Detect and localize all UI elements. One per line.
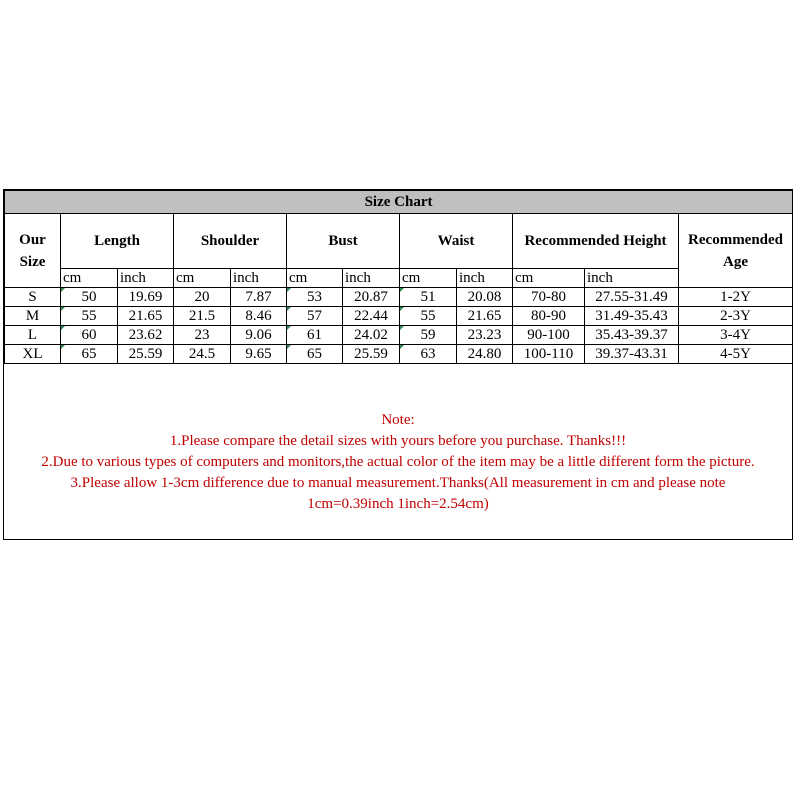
cell-shoulder-cm: 21.5	[174, 307, 231, 326]
header-bust: Bust	[287, 214, 400, 269]
cell-waist-inch: 23.23	[457, 326, 513, 345]
cell-length-inch: 21.65	[118, 307, 174, 326]
note-line-4: 1cm=0.39inch 1inch=2.54cm)	[307, 496, 489, 512]
note-line-2: 2.Due to various types of computers and monitors,the actual color of the item may be a little different form the picture.	[41, 454, 755, 470]
cell-bust-inch: 22.44	[343, 307, 400, 326]
cell-height-inch: 27.55-31.49	[585, 288, 679, 307]
notes-heading: Note:	[381, 412, 415, 428]
cell-length-inch: 19.69	[118, 288, 174, 307]
cell-waist-inch: 24.80	[457, 345, 513, 364]
cell-size: S	[5, 288, 61, 307]
cell-length-cm: 65	[61, 345, 118, 364]
cell-size: M	[5, 307, 61, 326]
cell-bust-inch: 24.02	[343, 326, 400, 345]
unit-length-cm: cm	[61, 269, 118, 288]
cell-waist-cm: 51	[400, 288, 457, 307]
cell-age: 4-5Y	[679, 345, 793, 364]
cell-waist-inch: 21.65	[457, 307, 513, 326]
cell-bust-cm: 57	[287, 307, 343, 326]
size-table	[4, 190, 793, 364]
cell-height-cm: 70-80	[513, 288, 585, 307]
unit-height-inch: inch	[585, 269, 679, 288]
table-row	[5, 345, 793, 364]
cell-shoulder-inch: 8.46	[231, 307, 287, 326]
table-row	[5, 326, 793, 345]
cell-length-cm: 50	[61, 288, 118, 307]
cell-waist-inch: 20.08	[457, 288, 513, 307]
unit-shoulder-inch: inch	[231, 269, 287, 288]
cell-age: 3-4Y	[679, 326, 793, 345]
header-age: Recommended Age	[679, 214, 793, 288]
cell-height-cm: 90-100	[513, 326, 585, 345]
cell-age: 2-3Y	[679, 307, 793, 326]
cell-shoulder-cm: 23	[174, 326, 231, 345]
cell-bust-cm: 53	[287, 288, 343, 307]
unit-bust-cm: cm	[287, 269, 343, 288]
unit-shoulder-cm: cm	[174, 269, 231, 288]
unit-waist-inch: inch	[457, 269, 513, 288]
cell-age: 1-2Y	[679, 288, 793, 307]
cell-shoulder-inch: 9.65	[231, 345, 287, 364]
cell-height-inch: 35.43-39.37	[585, 326, 679, 345]
cell-shoulder-inch: 9.06	[231, 326, 287, 345]
cell-bust-cm: 65	[287, 345, 343, 364]
table-row	[5, 288, 793, 307]
cell-height-cm: 100-110	[513, 345, 585, 364]
cell-length-inch: 25.59	[118, 345, 174, 364]
unit-waist-cm: cm	[400, 269, 457, 288]
cell-height-inch: 31.49-35.43	[585, 307, 679, 326]
size-chart	[3, 189, 793, 540]
unit-length-inch: inch	[118, 269, 174, 288]
header-waist: Waist	[400, 214, 513, 269]
cell-waist-cm: 63	[400, 345, 457, 364]
notes-block	[4, 410, 792, 515]
note-line-1: 1.Please compare the detail sizes with yours before you purchase. Thanks!!!	[169, 433, 627, 449]
unit-height-cm: cm	[513, 269, 585, 288]
cell-height-cm: 80-90	[513, 307, 585, 326]
header-shoulder: Shoulder	[174, 214, 287, 269]
cell-size: L	[5, 326, 61, 345]
cell-bust-cm: 61	[287, 326, 343, 345]
cell-shoulder-cm: 24.5	[174, 345, 231, 364]
cell-length-cm: 60	[61, 326, 118, 345]
cell-size: XL	[5, 345, 61, 364]
header-length: Length	[61, 214, 174, 269]
cell-length-inch: 23.62	[118, 326, 174, 345]
cell-shoulder-inch: 7.87	[231, 288, 287, 307]
header-size: Our Size	[5, 214, 61, 288]
header-height: Recommended Height	[513, 214, 679, 269]
cell-bust-inch: 25.59	[343, 345, 400, 364]
cell-waist-cm: 59	[400, 326, 457, 345]
cell-waist-cm: 55	[400, 307, 457, 326]
unit-bust-inch: inch	[343, 269, 400, 288]
table-title: Size Chart	[5, 191, 793, 214]
cell-length-cm: 55	[61, 307, 118, 326]
cell-shoulder-cm: 20	[174, 288, 231, 307]
cell-bust-inch: 20.87	[343, 288, 400, 307]
cell-height-inch: 39.37-43.31	[585, 345, 679, 364]
table-row	[5, 307, 793, 326]
note-line-3: 3.Please allow 1-3cm difference due to manual measurement.Thanks(All measurement in cm and please note	[70, 475, 726, 491]
